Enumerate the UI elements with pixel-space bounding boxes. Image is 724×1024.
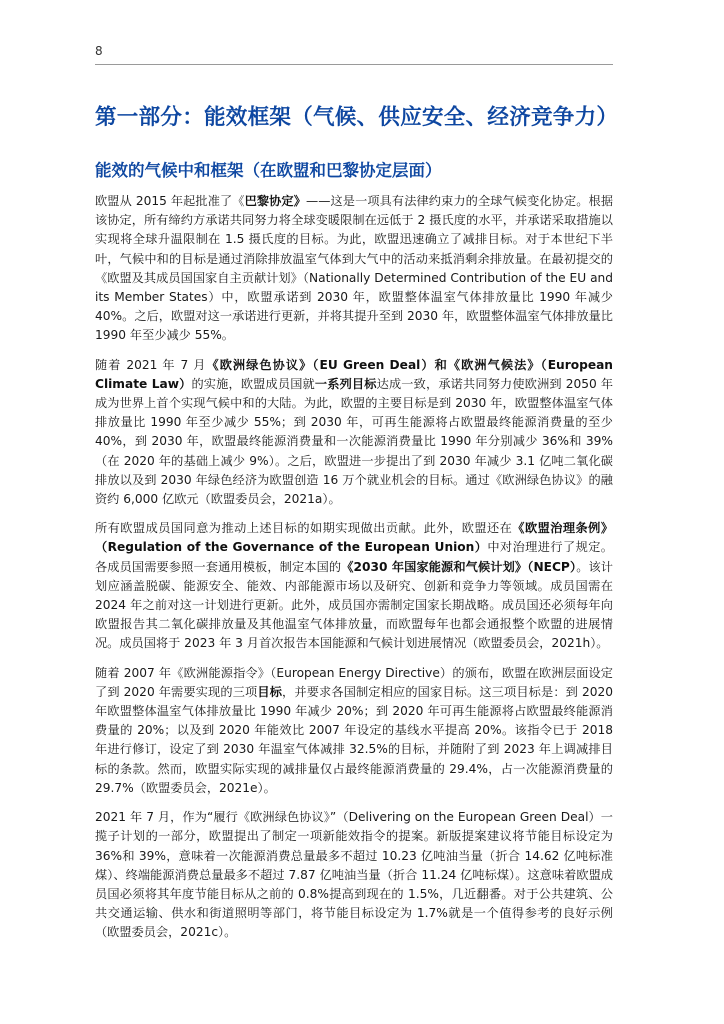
text-run: 所有欧盟成员国同意为推动上述目标的如期实现做出贡献。此外，欧盟还在 (95, 521, 513, 536)
text-run: 2021 年 7 月，作为“履行《欧洲绿色协议》”（Delivering on the European Green Deal）一揽子计划的一部分，欧盟提出了制定一项新能效指令的提案。新版提案建议将节能目标设定为 36%和 39%，意味着一次能源消费总量最多不超过 10.23 亿吨油当量（折合 14.62 亿吨标准煤）、终端能源消费总量最多不超过 7.87 亿吨油当量（折合 11.24 亿吨标煤）。这意味着欧盟成员国必须将其年度节能目标从之前的 0.8%提高到现在的 1.5%，几近翻番。对于公共建筑、公共交通运输、供水和街道照明等部门，将节能目标设定为 1.7%就是一个值得参考的良好示例（欧盟委员会，2021c）。 (95, 810, 613, 940)
page-number: 8 (95, 44, 103, 58)
bold-term: 目标 (257, 684, 283, 699)
text-run: 随着 2007 年《欧洲能源指令》（European Energy Directive）的颁布，欧盟在欧洲层面设定了到 2020 年需要实现的三项 (95, 665, 613, 699)
bold-term: 一系列目标 (314, 376, 377, 391)
text-run: 。该计划应涵盖脱碳、能源安全、能效、内部能源市场以及研究、创新和竞争力等领域。成员国需在 2024 年之前对这一计划进行更新。此外，成员国亦需制定国家长期战略。成员国还必须每年向欧盟报告其二氧化碳排放量及其他温室气体排放量，而欧盟每年也都会通报整个欧盟的进展情况。成员国将于 2023 年 3 月首次报告本国能源和气候计划进展情况（欧盟委员会，2021h）。 (95, 559, 613, 651)
bold-term: 《欧盟治理条例》（Regulation of the Governance of the European Union） (95, 521, 614, 555)
header-divider (95, 64, 613, 65)
bold-term: 巴黎协定》 (244, 194, 307, 208)
paragraph-paris-agreement (95, 192, 613, 346)
document-body (95, 104, 619, 953)
paragraph-efficiency-proposal (95, 808, 613, 942)
text-run: ，并要求各国制定相应的国家目标。这三项目标是：到 2020 年欧盟整体温室气体排放量比 1990 年减少 20%；到 2020 年可再生能源将占欧盟最终能源消费量的 20%；以及到 2020 年能效比 2007 年设定的基线水平提高 20%。该指令已于 2018 年进行修订，设定了到 2030 年温室气体减排 32.5%的目标，并随附了到 2023 年上调减排目标的条款。然而，欧盟实际实现的减排量仅占最终能源消费量的 29.4%，占一次能源消费量的 29.7%（欧盟委员会，2021e）。 (95, 684, 614, 795)
bold-term: 《2030 年国家能源和气候计划》（NECP） (341, 559, 577, 574)
section-heading: 第一部分：能效框架（气候、供应安全、经济竞争力） (95, 105, 619, 130)
text-run: 中对治理进行了规定。各成员国需要参照一套通用模板，制定本国的 (95, 540, 613, 574)
text-run: 的实施，欧盟成员国就 (191, 376, 315, 391)
bold-term: 《欧洲绿色协议》（EU Green Deal）和《欧洲气候法》（European Climate Law） (95, 357, 613, 391)
subsection-heading: 能效的气候中和框架（在欧盟和巴黎协定层面） (95, 161, 442, 180)
text-run: 欧盟从 2015 年起批准了《 (95, 194, 245, 208)
paragraph-green-deal (95, 356, 613, 510)
text-run: ——这是一项具有法律约束力的全球气候变化协定。根据该协定，所有缔约方承诺共同努力将全球变暖限制在远低于 2 摄氏度的水平，并承诺采取措施以实现将全球升温限制在 1.5 摄氏度的目标。为此，欧盟迅速确立了减排目标。对于本世纪下半叶，气候中和的目标是通过消除排放温室气体到大气中的活动来抵消剩余排放量。在最初提交的《欧盟及其成员国国家自主贡献计划》（Nationally Determined Contribution of the EU and its Member States）中，欧盟承诺到 2030 年，欧盟整体温室气体排放量比 1990 年减少 40%。之后，欧盟对这一承诺进行更新，并将其提升至到 2030 年，欧盟整体温室气体排放量比 1990 年至少减少 55%。 (95, 194, 614, 343)
paragraph-governance (95, 519, 613, 653)
paragraph-energy-directive (95, 664, 613, 798)
text-run: 随着 2021 年 7 月 (95, 357, 207, 372)
text-run: 达成一致，承诺共同努力使欧洲到 2050 年成为世界上首个实现气候中和的大陆。为此，欧盟的主要目标是到 2030 年，欧盟整体温室气体排放量比 1990 年至少减少 55%；到 2030 年，可再生能源将占欧盟最终能源消费量的至少 40%，到 2030 年，欧盟最终能源消费量和一次能源消费量比 1990 年分别减少 36%和 39%（在 2020 年的基础上减少 9%）。之后，欧盟进一步提出了到 2030 年减少 3.1 亿吨二氧化碳排放以及到 2030 年绿色经济为欧盟创造 16 万个就业机会的目标。通过《欧洲绿色协议》的融资约 6,000 亿欧元（欧盟委员会，2021a）。 (95, 376, 614, 507)
